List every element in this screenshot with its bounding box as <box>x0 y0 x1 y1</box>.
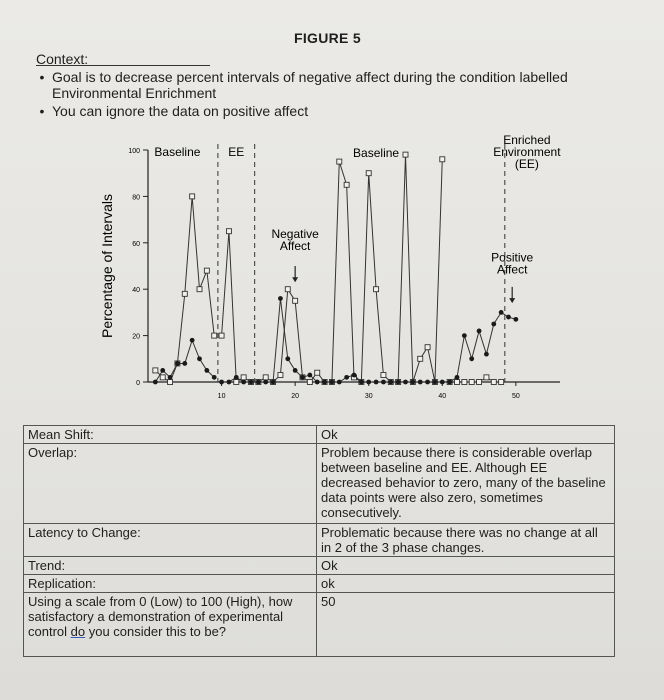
positive-affect-point <box>182 361 187 366</box>
negative-affect-point <box>226 229 231 234</box>
negative-affect-point <box>491 380 496 385</box>
positive-affect-point <box>506 315 511 320</box>
positive-affect-point <box>425 380 430 385</box>
question-text: Using a scale from 0 (Low) to 100 (High), how satisfactory a demonstration of experimental control <box>28 594 293 639</box>
negative-affect-point <box>418 356 423 361</box>
y-tick-label: 40 <box>132 287 140 295</box>
y-tick-label: 0 <box>136 380 140 387</box>
table-row <box>24 444 615 524</box>
negative-affect-point <box>190 194 195 199</box>
positive-affect-point <box>366 380 371 385</box>
y-tick-label: 80 <box>132 194 140 202</box>
positive-affect-point <box>396 380 401 385</box>
positive-affect-point <box>153 380 158 385</box>
positive-affect-point <box>330 380 335 385</box>
positive-affect-point <box>234 375 239 380</box>
negative-affect-point <box>484 375 489 380</box>
negative-affect-point <box>315 370 320 375</box>
criterion-answer: Ok <box>317 557 615 575</box>
x-tick-label: 20 <box>291 393 300 400</box>
positive-affect-line <box>450 312 516 382</box>
positive-affect-point <box>197 356 202 361</box>
question-underlined-word: do <box>70 624 86 639</box>
negative-affect-point <box>477 380 482 385</box>
phase-label: Baseline <box>154 145 201 159</box>
x-tick-label: 30 <box>364 393 373 400</box>
x-tick-label: 50 <box>511 393 520 400</box>
positive-affect-point <box>447 380 452 385</box>
positive-affect-point <box>374 380 379 385</box>
negative-affect-point <box>440 157 445 162</box>
negative-affect-point <box>344 182 349 187</box>
positive-affect-point <box>315 380 320 385</box>
positive-affect-point <box>499 310 504 315</box>
negative-affect-line <box>222 231 251 382</box>
negative-affect-point <box>469 380 474 385</box>
positive-affect-point <box>477 329 482 334</box>
positive-affect-point <box>403 380 408 385</box>
positive-affect-point <box>227 380 232 385</box>
criterion-label: Replication: <box>24 575 317 593</box>
phase-label: EE <box>228 145 245 159</box>
phase-label: Baseline <box>353 146 400 160</box>
positive-affect-point <box>513 317 518 322</box>
criterion-answer: Problem because there is considerable overlap between baseline and EE. Although EE decreased behavior to zero, many of the baseline data points were also zero, sometimes consecutively. <box>317 444 615 524</box>
annotation-arrowhead-icon <box>509 298 515 303</box>
y-axis-label: Percentage of Intervals <box>99 194 115 338</box>
negative-affect-point <box>168 380 173 385</box>
positive-affect-point <box>278 296 283 301</box>
positive-affect-point <box>219 380 224 385</box>
positive-affect-point <box>469 356 474 361</box>
negative-affect-point <box>160 375 165 380</box>
criterion-label: Overlap: <box>24 444 317 524</box>
criterion-label: Mean Shift: <box>24 426 317 444</box>
negative-affect-line <box>258 155 442 382</box>
criterion-answer: ok <box>317 575 615 593</box>
y-tick-label: 60 <box>132 240 140 248</box>
x-tick-label: 10 <box>217 393 226 400</box>
positive-affect-point <box>241 380 246 385</box>
positive-affect-point <box>410 380 415 385</box>
negative-affect-point <box>307 380 312 385</box>
criterion-answer: Problematic because there was no change at all in 2 of the 3 phase changes. <box>317 524 615 557</box>
positive-affect-point <box>462 333 467 338</box>
positive-affect-point <box>204 368 209 373</box>
negative-affect-point <box>241 375 246 380</box>
negative-affect-point <box>263 375 268 380</box>
y-tick-label: 20 <box>132 333 140 341</box>
negative-affect-point <box>425 345 430 350</box>
negative-affect-point <box>337 159 342 164</box>
negative-affect-point <box>285 287 290 292</box>
table-row <box>24 593 615 657</box>
criterion-answer: Ok <box>317 426 615 444</box>
table-row <box>24 524 615 557</box>
table-row <box>24 575 615 593</box>
bullet-icon: • <box>39 103 45 119</box>
negative-affect-point <box>462 380 467 385</box>
positive-affect-point <box>322 380 327 385</box>
negative-affect-point <box>374 287 379 292</box>
negative-affect-point <box>219 333 224 338</box>
positive-affect-point <box>440 380 445 385</box>
positive-affect-point <box>285 356 290 361</box>
negative-affect-point <box>381 373 386 378</box>
question-text-end: you consider this to be? <box>85 624 227 639</box>
positive-affect-point <box>388 380 393 385</box>
negative-affect-point <box>153 368 158 373</box>
negative-affect-point <box>403 152 408 157</box>
table-row <box>24 557 615 575</box>
criterion-label <box>24 593 317 657</box>
criterion-answer: 50 <box>317 593 615 657</box>
positive-affect-point <box>249 380 254 385</box>
negative-affect-point <box>293 298 298 303</box>
negative-affect-line <box>155 196 214 382</box>
negative-affect-point <box>278 373 283 378</box>
positive-affect-point <box>433 380 438 385</box>
positive-affect-point <box>455 375 460 380</box>
positive-affect-point <box>160 368 165 373</box>
negative-affect-point <box>182 291 187 296</box>
positive-affect-point <box>484 352 489 357</box>
positive-affect-point <box>418 380 423 385</box>
negative-affect-point <box>455 380 460 385</box>
evaluation-table <box>23 425 615 657</box>
positive-affect-point <box>271 380 276 385</box>
positive-affect-point <box>381 380 386 385</box>
negative-affect-point <box>212 333 217 338</box>
annotation-label: Positive Affect <box>491 250 534 277</box>
positive-affect-point <box>337 380 342 385</box>
positive-affect-point <box>293 368 298 373</box>
positive-affect-point <box>352 373 357 378</box>
x-tick-label: 40 <box>438 393 447 400</box>
annotation-arrowhead-icon <box>292 277 298 282</box>
annotation-label: Negative Affect <box>271 227 319 254</box>
positive-affect-point <box>190 338 195 343</box>
negative-affect-point <box>197 287 202 292</box>
positive-affect-point <box>300 375 305 380</box>
positive-affect-point <box>307 373 312 378</box>
positive-affect-point <box>212 375 217 380</box>
positive-affect-point <box>263 380 268 385</box>
positive-affect-point <box>175 361 180 366</box>
context-bullet-text: Goal is to decrease percent intervals of negative affect during the condition labelled Environmental Enrichment <box>52 69 568 101</box>
criterion-label: Latency to Change: <box>24 524 317 557</box>
positive-affect-point <box>359 380 364 385</box>
y-tick-label: 100 <box>128 148 140 155</box>
negative-affect-point <box>499 380 504 385</box>
positive-affect-point <box>344 375 349 380</box>
phase-label: Enriched Environment (EE) <box>493 133 561 171</box>
context-bullet-text: You can ignore the data on positive affect <box>52 103 309 119</box>
bullet-icon: • <box>39 69 45 85</box>
table-row <box>24 426 615 444</box>
criterion-label: Trend: <box>24 557 317 575</box>
figure-title: FIGURE 5 <box>294 30 361 46</box>
positive-affect-point <box>491 322 496 327</box>
negative-affect-point <box>366 171 371 176</box>
positive-affect-point <box>256 380 261 385</box>
positive-affect-point <box>168 375 173 380</box>
negative-affect-point <box>204 268 209 273</box>
negative-affect-point <box>234 380 239 385</box>
context-heading: Context: <box>36 51 89 67</box>
